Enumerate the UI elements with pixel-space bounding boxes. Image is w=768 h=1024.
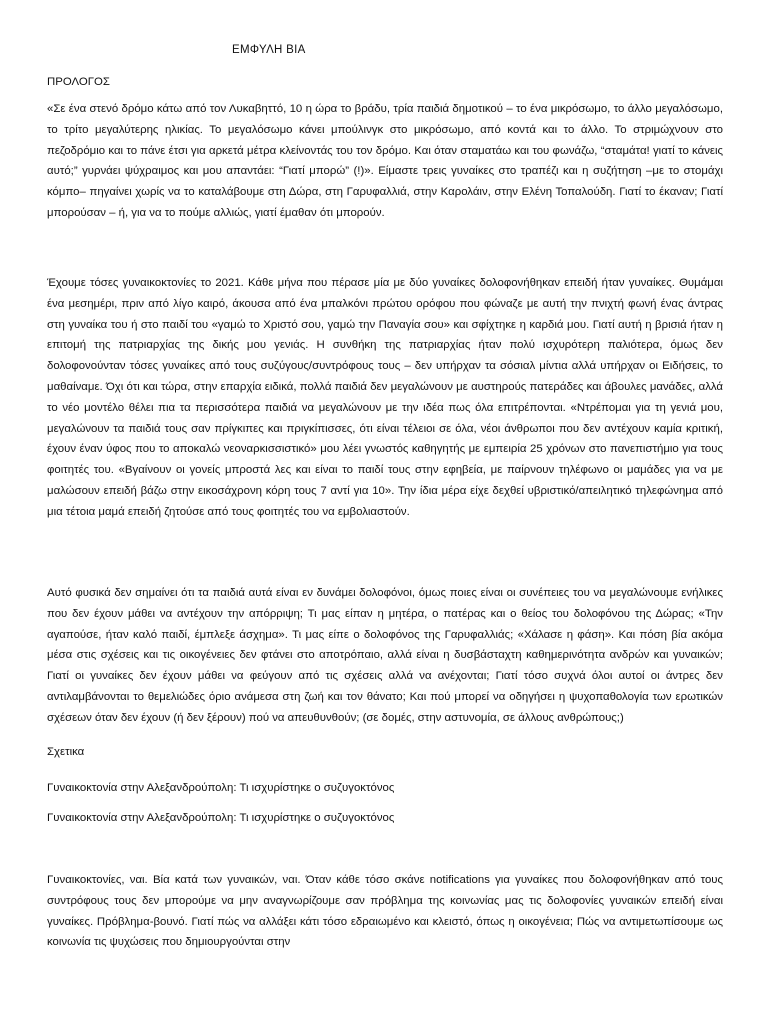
related-link-1[interactable]: Γυναικοκτονία στην Αλεξανδρούπολη: Τι ισχυρίστηκε ο συζυγοκτόνος [47, 782, 395, 794]
paragraph-1: «Σε ένα στενό δρόμο κάτω από τον Λυκαβηττό, 10 η ώρα το βράδυ, τρία παιδιά δημοτικού – το ένα μικρόσωμο, το άλλο μεγαλόσωμο, το τρίτο μεγαλύτερης ηλικίας. Το μεγαλόσωμο κάνει μπούλινγκ στο μικρόσωμο, από κοντά και το άλλο. Το στριμώχνουν στο πεζοδρόμιο και το πάνε έτσι για αρκετά μέτρα κλείνοντάς του τον δρόμο. Και όταν σταματάω και του φωνάζω, “σταμάτα! γιατί το κάνεις αυτό;” γυρνάει ψύχραιμος και μου απαντάει: “Γιατί μπορώ” (!)». Είμαστε τρεις γυναίκες στο τραπέζι και η συζήτηση –με το στομάχι κόμπο– πηγαίνει χωρίς να το καταλάβουμε στη Δώρα, στη Γαρυφαλλιά, στην Καρολάιν, στην Ελένη Τοπαλούδη. Γιατί το έκαναν; Γιατί μπορούσαν – ή, για να το πούμε αλλιώς, γιατί έμαθαν ότι μπορούν. [47, 103, 723, 219]
closing-paragraph: Γυναικοκτονίες, ναι. Βία κατά των γυναικών, ναι. Όταν κάθε τόσο σκάνε notifications για γυναίκες που δολοφονήθηκαν από τους συντρόφους τους δεν μπορούμε να μην αναγνωρίζουμε σαν πρόβλημα της κοινωνίας μας τις δολοφονίες γυναικών επειδή είναι γυναίκες. Πρόβλημα-βουνό. Γιατί πώς να αλλάξει κάτι τόσο εδραιωμένο και κλειστό, όπως η οικογένεια; Πώς να αντιμετωπίσουμε ως κοινωνία τις ψυχώσεις που δημιουργούνται στην [47, 874, 723, 949]
paragraph-3: Αυτό φυσικά δεν σημαίνει ότι τα παιδιά αυτά είναι εν δυνάμει δολοφόνοι, όμως ποιες είναι οι συνέπειες του να μεγαλώνουμε ενήλικες που δεν έχουν μάθει να αντέχουν την απόρριψη; Τι μας είπαν η μητέρα, ο πατέρας και ο θείος του δολοφόνου της Δώρας; «Την αγαπούσε, ήταν καλό παιδί, έμπλεξε άσχημα». Τι μας είπε ο δολοφόνος της Γαρυφαλλιάς; «Χάλασε η φάση». Και πόση βία ακόμα μέσα στις σχέσεις και τις οικογένειες δεν φτάνει στο αποτρόπαιο, αλλά είναι η δυσβάσταχτη καθημερινότητα ανδρών και γυναικών; Γιατί οι γυναίκες δεν έχουν μάθει να φεύγουν από τις σχέσεις αλλά να ανέχονται; Γιατί τόσο συχνά όλοι αυτοί οι άντρες δεν αντιλαμβάνονται το θεμελιώδες όριο ανάμεσα στη ζωή και τον θάνατο; Και πού μπορεί να οδηγήσει η ψυχοπαθολογία των ερωτικών σχέσεων όταν δεν έχουν (ή δεν ξέρουν) πού να απευθυνθούν; (σε δομές, στην αστυνομία, σε άλλους ανθρώπους;) [47, 587, 723, 724]
section-heading-prologue: ΠΡΟΛΟΓΟΣ [47, 76, 110, 88]
related-link-2[interactable]: Γυναικοκτονία στην Αλεξανδρούπολη: Τι ισχυρίστηκε ο συζυγοκτόνος [47, 812, 395, 824]
paragraph-2: Έχουμε τόσες γυναικοκτονίες το 2021. Κάθε μήνα που πέρασε μία με δύο γυναίκες δολοφονήθηκαν επειδή ήταν γυναίκες. Θυμάμαι ένα μεσημέρι, πριν από λίγο καιρό, άκουσα από ένα μπαλκόνι πρώτου ορόφου που φώναζε με αυτή την πνιχτή φωνή ένας άντρας στη γυναίκα του ή στο παιδί του «γαμώ το Χριστό σου, γαμώ την Παναγία σου» και σφίχτηκε η καρδιά μου. Γιατί αυτή η βρισιά ήταν η επιτομή της πατριαρχίας της δικής μου γενιάς. Η συνθήκη της πατριαρχίας ήταν πολύ ισχυρότερη παλιότερα, όμως δεν δολοφονούνταν τόσες γυναίκες από τους συζύγους/συντρόφους τους – δεν υπήρχαν τα σόσιαλ μίντια αλλά υπήρχαν οι Ειδήσεις, το μαθαίναμε. Όχι ότι και τώρα, στην επαρχία ειδικά, πολλά παιδιά δεν μεγαλώνουν με αυστηρούς πατεράδες και άβουλες μανάδες, αλλά το νέο μοντέλο θέλει πια τα περισσότερα παιδιά να μεγαλώνουν με την ιδέα πως όλα επιτρέπονται. «Ντρέπομαι για τη γενιά μου, μεγαλώνουν τα παιδιά τους σαν πρίγκιπες και πριγκίπισσες, ότι είναι τέλειοι σε όλα, νέοι άνθρωποι που δεν αντέχουν καμία κριτική, έχουν έναν ύφος που το αποκαλώ νεοναρκισσιστικό» μου λέει γνωστός καθηγητής με εμπειρία 25 χρόνων στο πανεπιστήμιο για τους φοιτητές του. «Βγαίνουν οι γονείς μπροστά λες και είναι το παιδί τους στην εφηβεία, με παίρνουν τηλέφωνο οι μαμάδες για να με μαλώσουν επειδή βάζω στην εικοσάχρονη κόρη τους 7 αντί για 10». Την ίδια μέρα είχε δεχθεί υβριστικό/απειλητικό τηλεφώνημα από μια τέτοια μαμά επειδή ζητούσε από τους φοιτητές του να εμβολιαστούν. [47, 277, 723, 518]
related-heading: Σχετικα [47, 746, 85, 758]
document-title: ΕΜΦΥΛΗ ΒΙΑ [232, 44, 306, 56]
